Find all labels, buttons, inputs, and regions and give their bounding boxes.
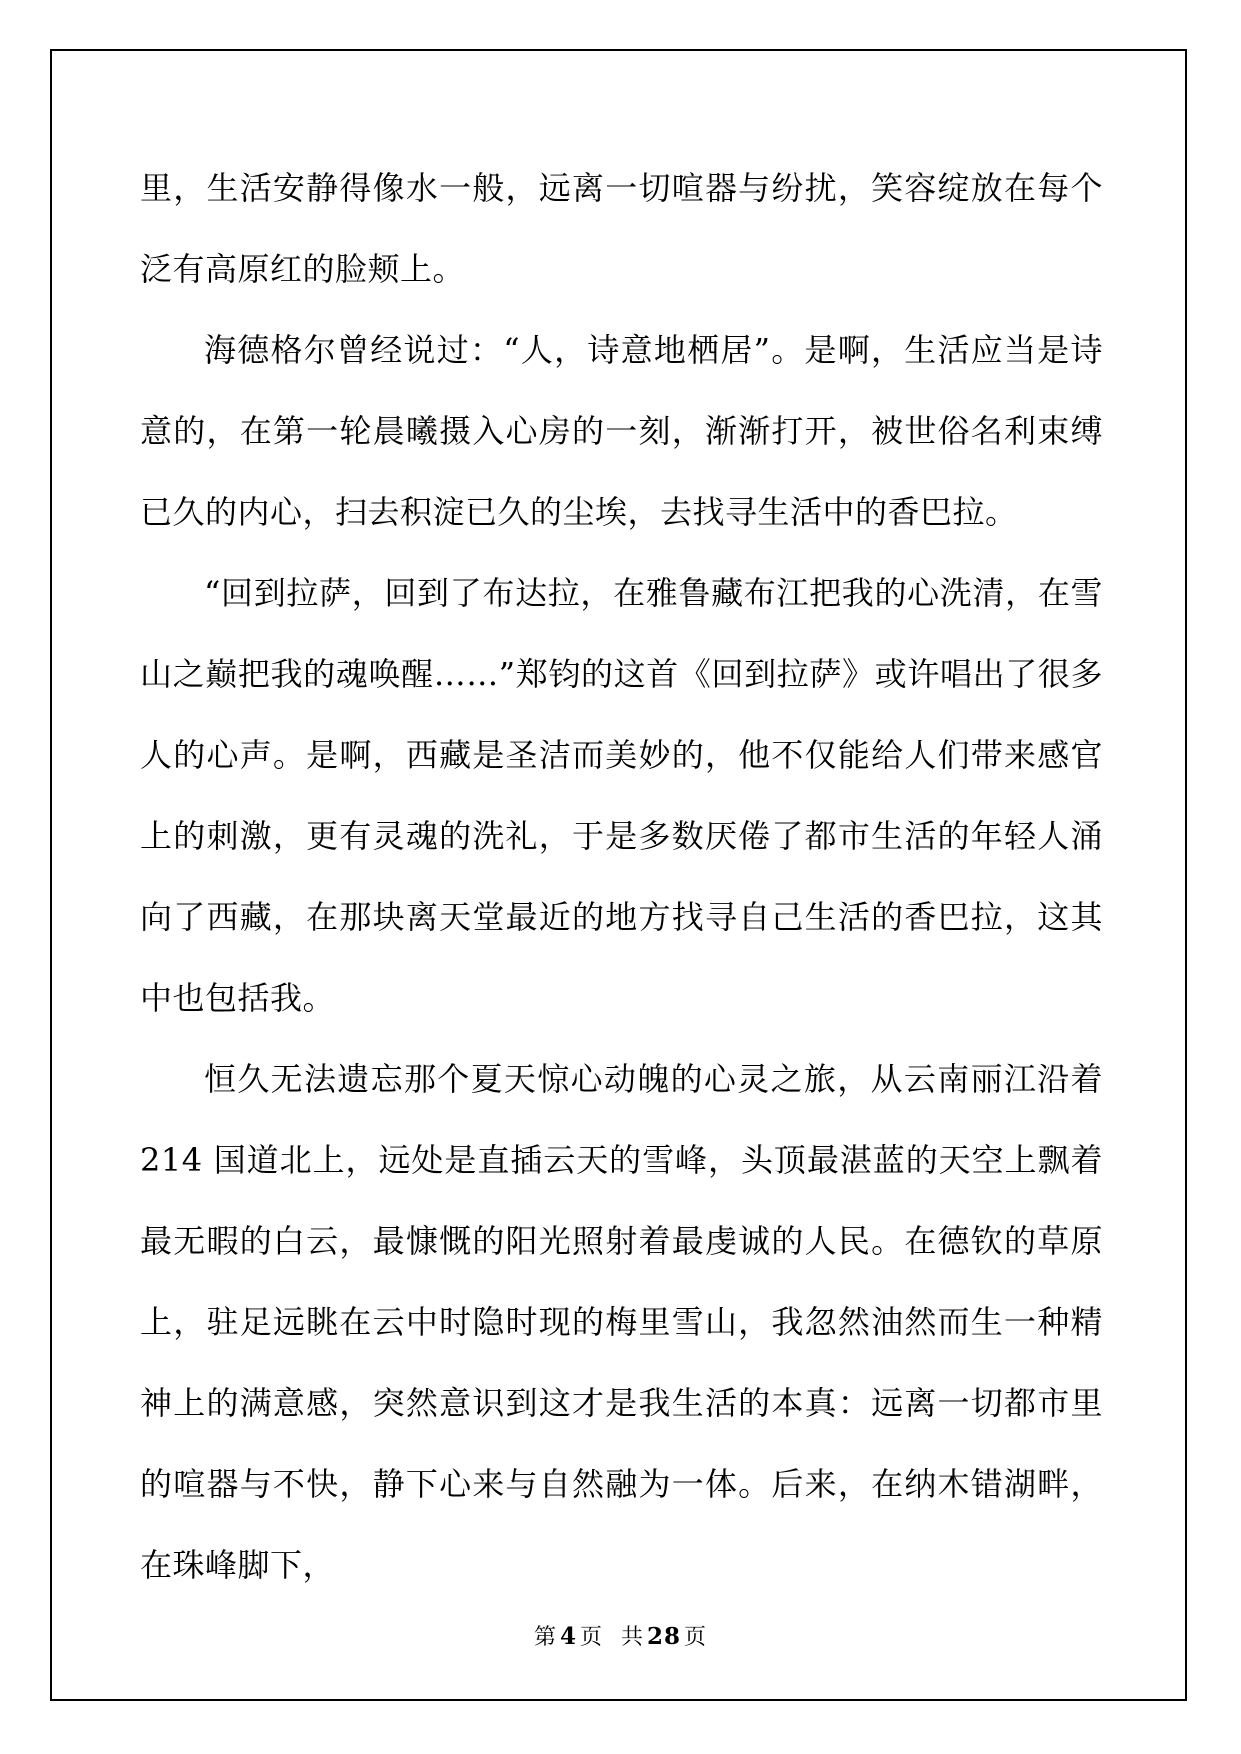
footer-page-suffix: 页 <box>579 1625 603 1650</box>
paragraph: 里，生活安静得像水一般，远离一切喧器与纷扰，笑容绽放在每个泛有高原红的脸颊上。 <box>140 169 1103 288</box>
document-body <box>140 148 1103 1606</box>
footer-page-prefix: 第 <box>533 1625 557 1650</box>
footer-total-number: 28 <box>647 1623 682 1650</box>
footer-total-suffix: 页 <box>684 1625 708 1650</box>
paragraph: 恒久无法遗忘那个夏天惊心动魄的心灵之旅，从云南丽江沿着214 国道北上，远处是直插云天的雪峰，头顶最湛蓝的天空上飘着最无暇的白云，最慷慨的阳光照射着最虔诚的人民。在德钦的草原上，驻足远眺在云中时隐时现的梅里雪山，我忽然油然而生一种精神上的满意感，突然意识到这才是我生活的本真：远离一切都市里的喧器与不快，静下心来与自然融为一体。后来，在纳木错湖畔，在珠峰脚下， <box>140 1060 1103 1584</box>
footer-page-number: 4 <box>559 1623 577 1650</box>
page-footer <box>0 1620 1241 1651</box>
paragraph: “回到拉萨，回到了布达拉，在雅鲁藏布江把我的心洗清，在雪山之巅把我的魂唤醒……”郑钧的这首《回到拉萨》或许唱出了很多人的心声。是啊，西藏是圣洁而美妙的，他不仅能给人们带来感官上的刺激，更有灵魂的洗礼，于是多数厌倦了都市生活的年轻人涌向了西藏，在那块离天堂最近的地方找寻自己生活的香巴拉，这其中也包括我。 <box>140 574 1103 1017</box>
footer-total-prefix: 共 <box>621 1625 645 1650</box>
paragraph: 海德格尔曾经说过：“人，诗意地栖居”。是啊，生活应当是诗意的，在第一轮晨曦摄入心房的一刻，渐渐打开，被世俗名利束缚已久的内心，扫去积淀已久的尘埃，去找寻生活中的香巴拉。 <box>140 331 1103 531</box>
